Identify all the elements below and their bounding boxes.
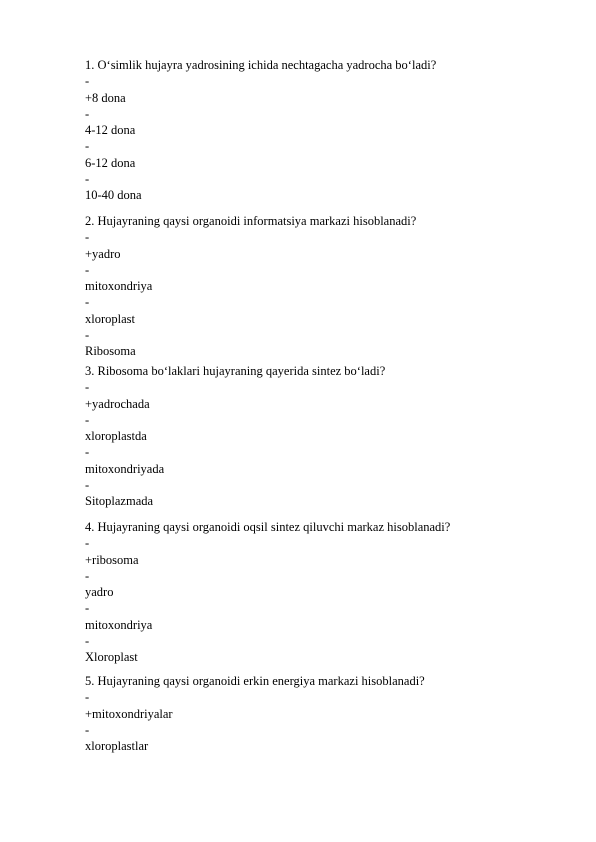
option-text: mitoxondriya xyxy=(85,617,153,632)
option-marker: - xyxy=(85,690,90,704)
question-text: 2. Hujayraning qaysi organoidi informatsiya markazi hisoblanadi? xyxy=(85,214,417,228)
option-text: mitoxondriyada xyxy=(85,461,165,476)
option-text: +mitoxondriyalar xyxy=(85,706,173,721)
question-spacer xyxy=(85,203,565,213)
option-marker: - xyxy=(85,445,90,459)
option-text: xloroplast xyxy=(85,311,135,326)
option-marker: - xyxy=(85,295,90,309)
option-marker: - xyxy=(85,722,90,737)
question-text: 5. Hujayraning qaysi organoidi erkin energiya markazi hisoblanadi? xyxy=(85,674,425,688)
question-spacer xyxy=(85,665,565,673)
option-marker: - xyxy=(85,171,90,186)
question-3 xyxy=(85,363,565,509)
document-page xyxy=(85,57,565,754)
question-text: 3. Ribosoma bo‘laklari hujayraning qayerida sintez bo‘ladi? xyxy=(85,364,386,378)
question-text: 4. Hujayraning qaysi organoidi oqsil sintez qiluvchi markaz hisoblanadi? xyxy=(85,520,451,534)
option-marker: - xyxy=(85,139,90,153)
option-text: 4-12 dona xyxy=(85,123,136,137)
option-text: 6-12 dona xyxy=(85,155,136,170)
question-text: 1. O‘simlik hujayra yadrosining ichida nechtagacha yadrocha bo‘ladi? xyxy=(85,58,437,72)
option-text: +ribosoma xyxy=(85,552,139,567)
option-text: yadro xyxy=(85,585,114,599)
option-text: xloroplastda xyxy=(85,429,147,443)
option-text: mitoxondriya xyxy=(85,279,153,293)
option-marker: - xyxy=(85,262,90,277)
question-4 xyxy=(85,519,565,665)
option-text: +8 dona xyxy=(85,90,126,105)
option-marker: - xyxy=(85,327,90,342)
option-text: +yadrochada xyxy=(85,396,150,411)
option-text: +yadro xyxy=(85,246,121,261)
option-marker: - xyxy=(85,536,90,550)
option-marker: - xyxy=(85,380,90,394)
question-2 xyxy=(85,213,565,359)
option-text: Sitoplazmada xyxy=(85,494,154,508)
question-1 xyxy=(85,57,565,203)
option-marker: - xyxy=(85,106,90,121)
option-text: 10-40 dona xyxy=(85,188,142,202)
option-marker: - xyxy=(85,477,90,492)
option-marker: - xyxy=(85,633,90,648)
question-spacer xyxy=(85,509,565,519)
option-text: Ribosoma xyxy=(85,344,136,358)
option-marker: - xyxy=(85,412,90,427)
question-5 xyxy=(85,673,565,754)
option-marker: - xyxy=(85,74,90,88)
option-marker: - xyxy=(85,568,90,583)
option-marker: - xyxy=(85,601,90,615)
option-text: xloroplastlar xyxy=(85,739,149,753)
option-text: Xloroplast xyxy=(85,650,138,664)
option-marker: - xyxy=(85,230,90,244)
